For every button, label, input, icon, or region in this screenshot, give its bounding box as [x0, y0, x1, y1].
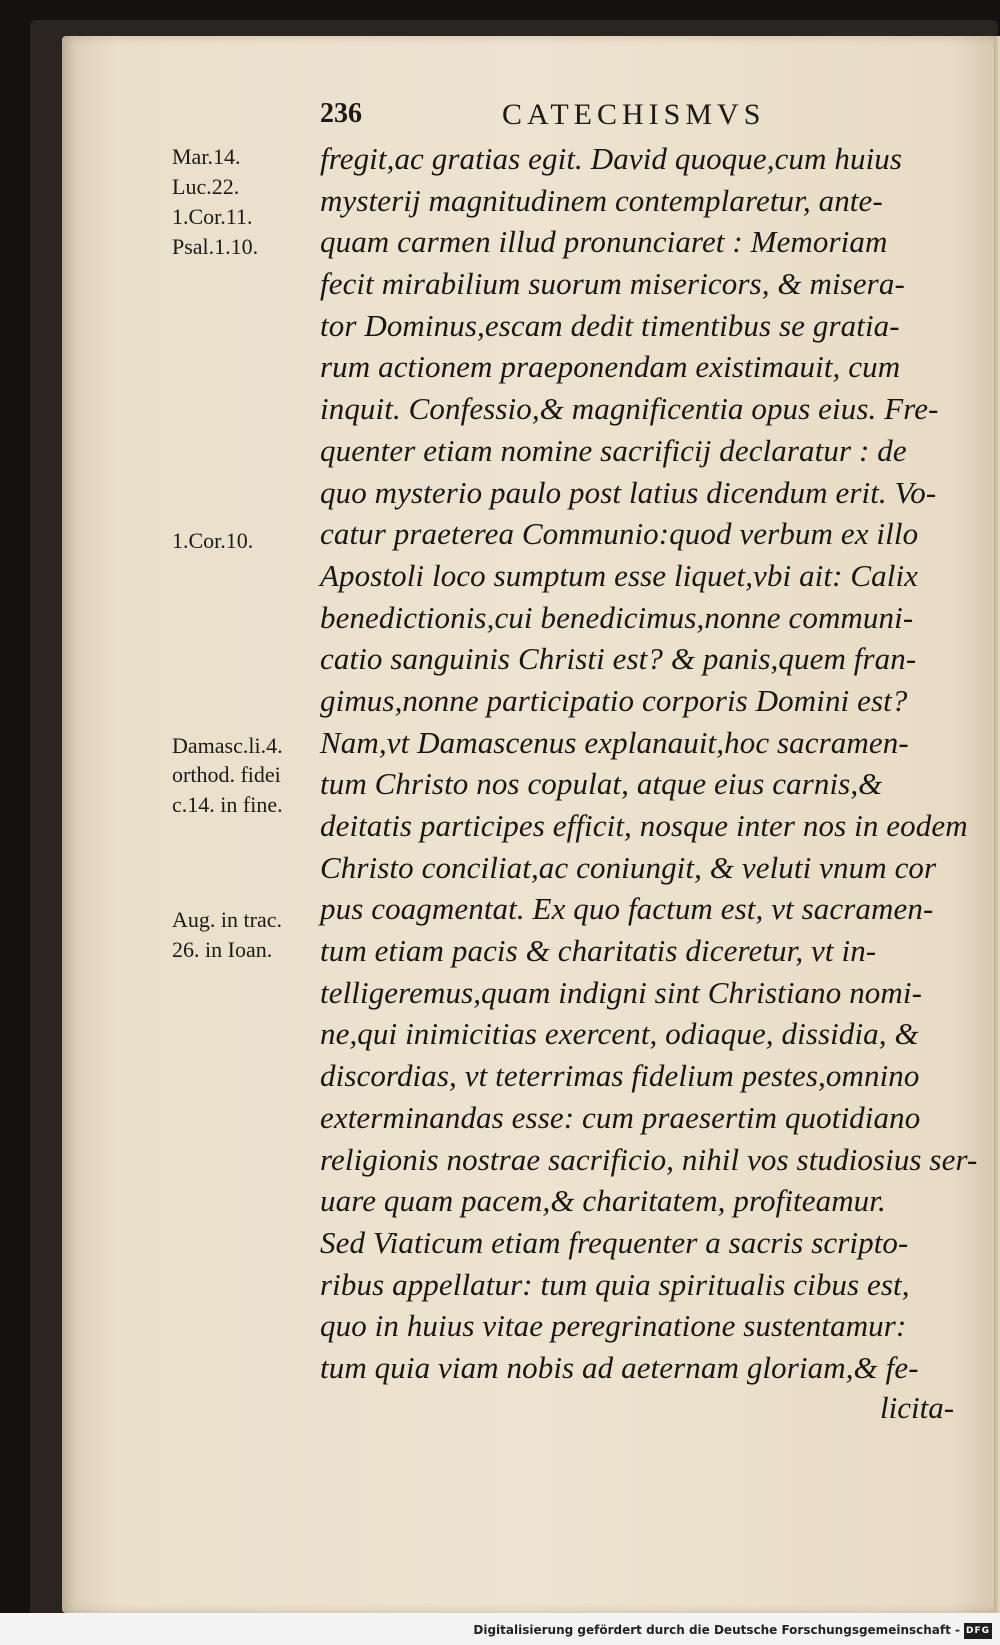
margin-note: Aug. in trac. — [172, 907, 282, 932]
footer-bar — [0, 1613, 1000, 1645]
margin-note: c.14. in fine. — [172, 792, 283, 817]
text-line: discordias, vt teterrimas fidelium pestes,omnino — [320, 1058, 920, 1094]
text-line: telligeremus,quam indigni sint Christiano nomi- — [320, 974, 923, 1010]
text-line: quo mysterio paulo post latius dicendum erit. Vo- — [320, 474, 937, 510]
funding-credit: Digitalisierung gefördert durch die Deutsche Forschungsgemeinschaft - — [473, 1623, 960, 1637]
text-line: exterminandas esse: cum praesertim quotidiano — [320, 1099, 921, 1135]
text-line: tum quia viam nobis ad aeternam gloriam,& fe- — [320, 1349, 919, 1385]
catchword: licita- — [880, 1390, 955, 1425]
running-title: CATECHISMVS — [502, 98, 766, 131]
page-edge — [994, 36, 1000, 1613]
text-line: catio sanguinis Christi est? & panis,quem fran- — [320, 641, 917, 677]
text-line: quenter etiam nomine sacrificij declaratur : de — [320, 432, 907, 468]
text-line: ribus appellatur: tum quia spiritualis cibus est, — [320, 1266, 910, 1302]
text-line: fregit,ac gratias egit. David quoque,cum huius — [320, 141, 903, 176]
dfg-logo-icon: DFG — [964, 1623, 992, 1639]
text-line: tum Christo nos copulat, atque eius carnis,& — [320, 766, 883, 802]
margin-note: 1.Cor.11. — [172, 204, 253, 229]
body-text — [320, 138, 978, 1389]
margin-note: Luc.22. — [172, 174, 240, 199]
text-line: Christo conciliat,ac coniungit, & veluti vnum cor — [320, 849, 937, 885]
text-line: gimus,nonne participatio corporis Domini est? — [320, 682, 908, 718]
text-line: rum actionem praeponendam existimauit, cum — [320, 349, 901, 385]
text-line: Apostoli loco sumptum esse liquet,vbi ait: Calix — [320, 557, 919, 593]
text-line: inquit. Confessio,& magnificentia opus eius. Fre- — [320, 391, 939, 427]
text-line: deitatis participes efficit, nosque inter nos in eodem — [320, 808, 968, 843]
text-line: uare quam pacem,& charitatem, profiteamur. — [320, 1183, 886, 1219]
margin-note: 26. in Ioan. — [172, 937, 273, 962]
text-line: Sed Viaticum etiam frequenter a sacris scripto- — [320, 1224, 909, 1260]
text-line: fecit mirabilium suorum misericors, & misera- — [320, 266, 905, 302]
text-line: Nam,vt Damascenus explanauit,hoc sacramen- — [320, 724, 909, 760]
margin-note: 1.Cor.10. — [172, 528, 254, 553]
page-number: 236 — [320, 98, 362, 129]
margin-note: Mar.14. — [172, 144, 241, 169]
text-line: benedictionis,cui benedicimus,nonne communi- — [320, 599, 914, 635]
text-line: mysterij magnitudinem contemplaretur, ante- — [320, 182, 883, 218]
text-line: pus coagmentat. Ex quo factum est, vt sacramen- — [320, 891, 934, 927]
text-line: tum etiam pacis & charitatis diceretur, vt in- — [320, 933, 877, 969]
text-line: catur praeterea Communio:quod verbum ex illo — [320, 516, 919, 552]
text-line: quo in huius vitae peregrinatione sustentamur: — [320, 1308, 907, 1344]
text-line: quam carmen illud pronunciaret : Memoriam — [320, 224, 888, 260]
text-line: ne,qui inimicitias exercent, odiaque, dissidia, & — [320, 1016, 919, 1052]
margin-note: Damasc.li.4. — [172, 733, 283, 758]
running-head — [320, 98, 960, 138]
margin-note: orthod. fidei — [172, 762, 281, 787]
text-line: religionis nostrae sacrificio, nihil vos studiosius ser- — [320, 1141, 978, 1177]
margin-note: Psal.1.10. — [172, 234, 259, 259]
text-line: tor Dominus,escam dedit timentibus se gratia- — [320, 307, 900, 343]
